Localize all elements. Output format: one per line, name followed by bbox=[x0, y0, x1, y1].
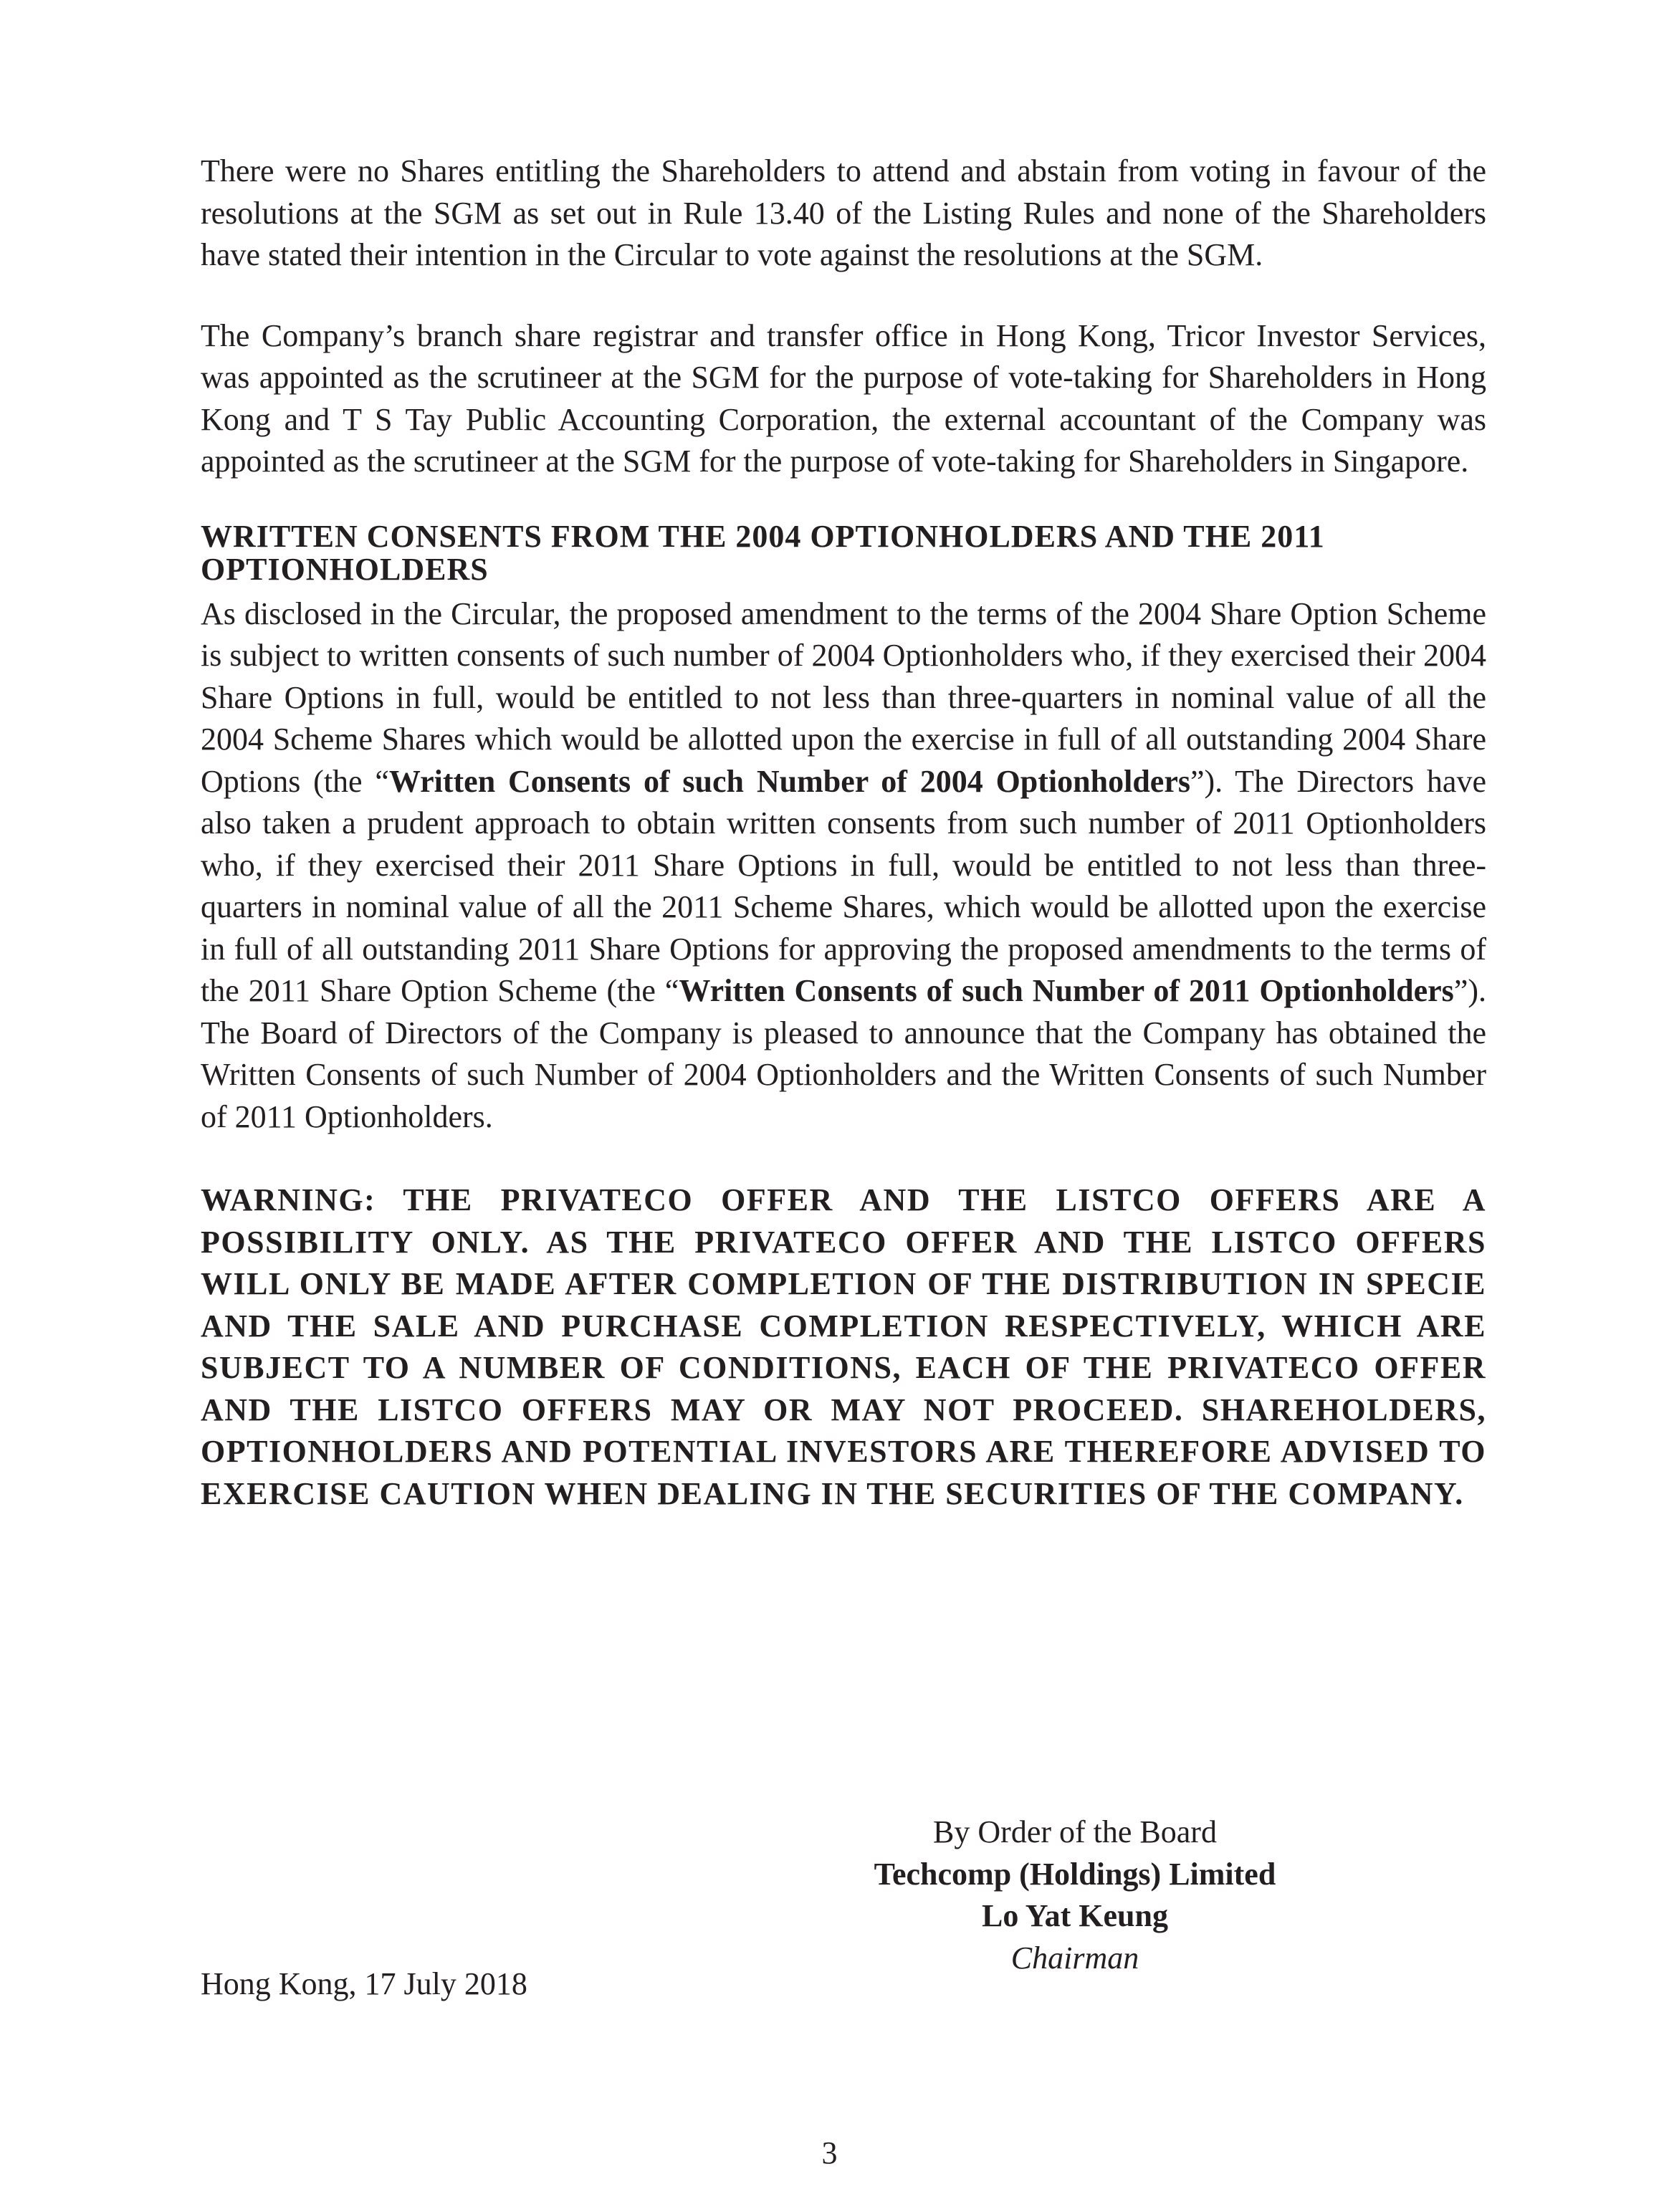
paragraph-written-consents bbox=[201, 593, 1486, 1139]
signature-block bbox=[860, 1811, 1290, 1979]
signature-name: Lo Yat Keung bbox=[982, 1898, 1168, 1933]
document-body bbox=[201, 150, 1486, 1515]
section-heading: WRITTEN CONSENTS FROM THE 2004 OPTIONHOLDERS AND THE 2011 OPTIONHOLDERS bbox=[201, 518, 1325, 587]
signature-order-line: By Order of the Board bbox=[933, 1814, 1217, 1849]
warning-paragraph: WARNING: THE PRIVATECO OFFER AND THE LISTCO OFFERS ARE A POSSIBILITY ONLY. AS THE PRIVATECO OFFER AND THE LISTCO OFFERS WILL ONLY BE MADE AFTER COMPLETION OF THE DISTRIBUTION IN SPECIE AND THE SALE AND PURCHASE COMPLETION RESPECTIVELY, WHICH ARE SUBJECT TO A NUMBER OF CONDITIONS, EACH OF THE PRIVATECO OFFER AND THE LISTCO OFFERS MAY OR MAY NOT PROCEED. SHAREHOLDERS, OPTIONHOLDERS AND POTENTIAL INVESTORS ARE THEREFORE ADVISED TO EXERCISE CAUTION WHEN DEALING IN THE SECURITIES OF THE COMPANY. bbox=[201, 1182, 1486, 1511]
consents-text-part2: ”). The Directors have also taken a prudent approach to obtain written consents from such number of 2011 Optionholders who, if they exercised their 2011 Share Options in full, would be entitled to not less than three-quarters in nominal value of all the 2011 Scheme Shares, which would be allotted upon the exercise in full of all outstanding 2011 Share Options for approving the proposed amendments to the terms of the 2011 Share Option Scheme (the “ bbox=[201, 763, 1486, 1008]
place-date: Hong Kong, 17 July 2018 bbox=[201, 1966, 527, 2001]
paragraph-voting: There were no Shares entitling the Shareholders to attend and abstain from voting in favour of the resolutions at the SGM as set out in Rule 13.40 of the Listing Rules and none of the Shareholders have stated their intention in the Circular to vote against the resolutions at the SGM. bbox=[201, 153, 1486, 272]
page-number: 3 bbox=[821, 2135, 838, 2170]
paragraph-scrutineer: The Company’s branch share registrar and transfer office in Hong Kong, Tricor Investor Services, was appointed as the scrutineer at the SGM for the purpose of vote-taking for Shareholders in Hong Kong and T S Tay Public Accounting Corporation, the external accountant of the Company was appointed as the scrutineer at the SGM for the purpose of vote-taking for Shareholders in Singapore. bbox=[201, 317, 1486, 479]
consents-text-part1: As disclosed in the Circular, the proposed amendment to the terms of the 2004 Share Option Scheme is subject to written consents of such number of 2004 Optionholders who, if they exercised their 2004 Share Options in full, would be entitled to not less than three-quarters in nominal value of all the 2004 Scheme Shares which would be allotted upon the exercise in full of all outstanding 2004 Share Options (the “ bbox=[201, 595, 1486, 799]
consents-term-2011: Written Consents of such Number of 2011 Optionholders bbox=[679, 973, 1454, 1008]
signature-title: Chairman bbox=[1010, 1940, 1139, 1976]
consents-text-part3: ”). The Board of Directors of the Company is pleased to announce that the Company has obtained the Written Consents of such Number of 2004 Optionholders and the Written Consents of such Number of 2011 Optionholders. bbox=[201, 973, 1486, 1134]
signature-company: Techcomp (Holdings) Limited bbox=[874, 1856, 1276, 1892]
consents-term-2004: Written Consents of such Number of 2004 Optionholders bbox=[388, 763, 1190, 799]
